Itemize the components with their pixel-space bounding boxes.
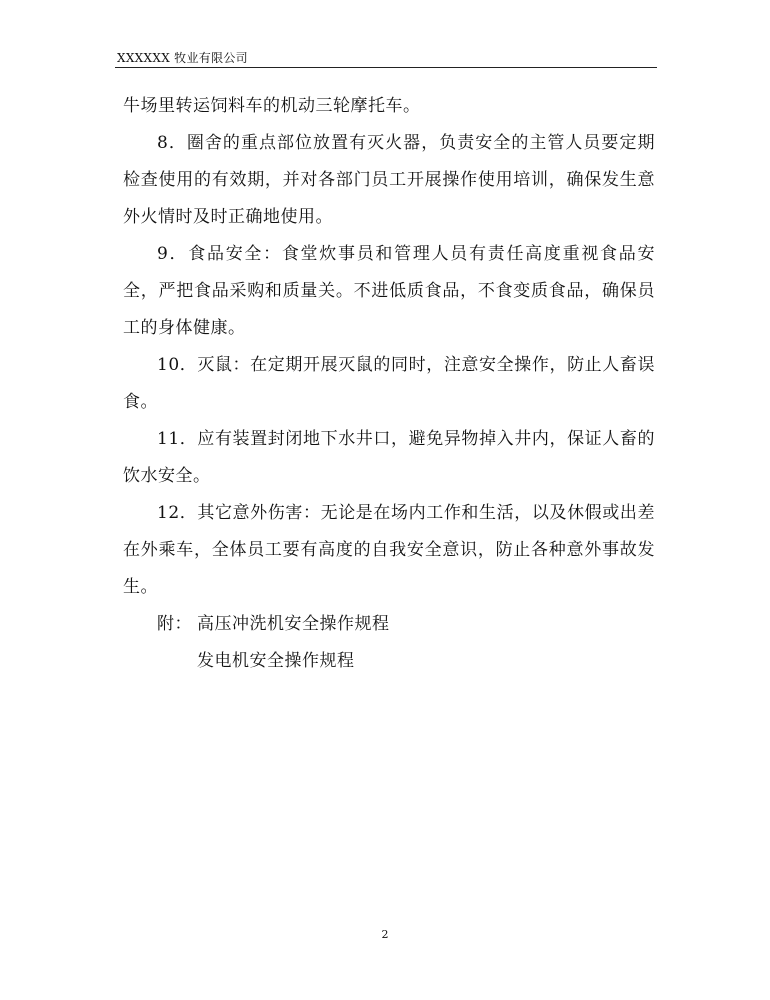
continuation-paragraph: 牛场里转运饲料车的机动三轮摩托车。 <box>123 96 421 116</box>
document-body <box>123 88 655 680</box>
paragraph-item-8: 8．圈舍的重点部位放置有灭火器，负责安全的主管人员要定期检查使用的有效期，并对各部门员工开展操作使用培训，确保发生意外火情时及时正确地使用。 <box>123 133 655 227</box>
attachment-item: 高压冲洗机安全操作规程 <box>197 614 390 634</box>
page-number: 2 <box>381 928 389 941</box>
attachment-item: 发电机安全操作规程 <box>197 651 355 671</box>
attachment-label: 附： <box>157 614 192 634</box>
paragraph-item-12: 12．其它意外伤害：无论是在场内工作和生活，以及休假或出差在外乘车，全体员工要有高度的自我安全意识，防止各种意外事故发生。 <box>123 503 655 597</box>
paragraph-item-11: 11．应有装置封闭地下水井口，避免异物掉入井内，保证人畜的饮水安全。 <box>123 429 655 486</box>
paragraph-item-9: 9．食品安全：食堂炊事员和管理人员有责任高度重视食品安全，严把食品采购和质量关。不进低质食品，不食变质食品，确保员工的身体健康。 <box>123 244 655 338</box>
page-header-company: XXXXXX 牧业有限公司 <box>117 51 248 65</box>
paragraph-item-10: 10．灭鼠：在定期开展灭鼠的同时，注意安全操作，防止人畜误食。 <box>123 355 655 412</box>
attachment-line-1 <box>123 606 655 643</box>
header-divider <box>115 67 657 68</box>
attachment-line-2 <box>123 643 655 680</box>
